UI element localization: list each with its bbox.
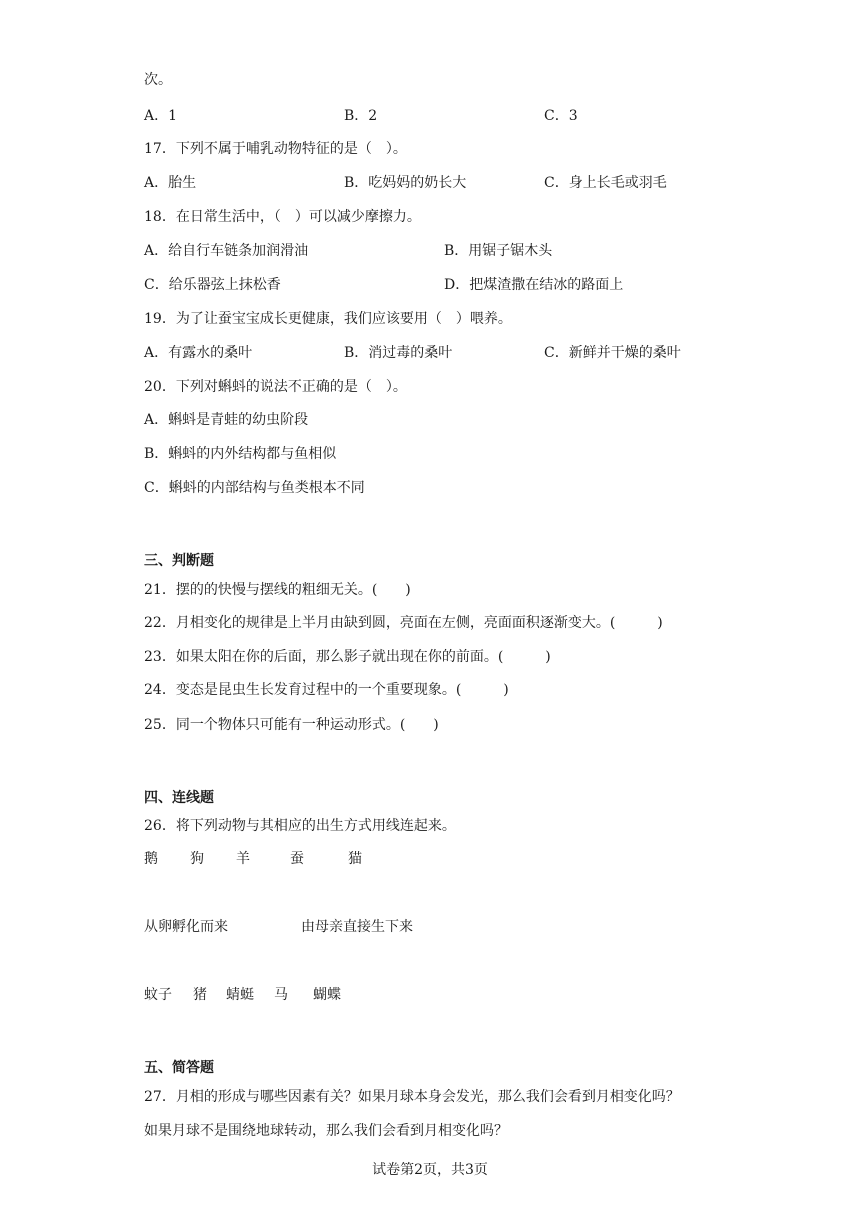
animal-butterfly: 蝴蝶 [313,987,341,1003]
section-4-title: 四、连线题 [144,790,214,806]
birth-method-hatched: 从卵孵化而来 [144,919,228,935]
q20-option-c: C．蝌蚪的内部结构与鱼类根本不同 [144,480,365,496]
question-27-line-1: 27．月相的形成与哪些因素有关？如果月球本身会发光，那么我们会看到月相变化吗？ [144,1089,680,1105]
question-17: 17．下列不属于哺乳动物特征的是（ ）。 [144,141,407,157]
q19-option-a: A．有露水的桑叶 [144,345,253,361]
question-21: 21．摆的的快慢与摆线的粗细无关。( ) [144,582,411,598]
section-3-title: 三、判断题 [144,553,214,569]
q17-option-a: A．胎生 [144,175,197,191]
q17-option-c: C．身上长毛或羽毛 [544,175,667,191]
q18-option-c: C．给乐器弦上抹松香 [144,277,281,293]
animal-silkworm: 蚕 [290,851,304,867]
q20-option-b: B．蝌蚪的内外结构都与鱼相似 [144,446,337,462]
q16-option-b: B．2 [344,108,378,124]
question-27-line-2: 如果月球不是围绕地球转动，那么我们会看到月相变化吗？ [144,1123,508,1139]
animal-mosquito: 蚊子 [144,987,172,1003]
question-25: 25．同一个物体只可能有一种运动形式。( ) [144,717,439,733]
animal-sheep: 羊 [236,851,250,867]
q18-option-b: B．用锯子锯木头 [444,243,553,259]
section-5-title: 五、简答题 [144,1060,214,1076]
question-24: 24．变态是昆虫生长发育过程中的一个重要现象。( ) [144,682,509,698]
q19-option-b: B．消过毒的桑叶 [344,345,453,361]
animal-pig: 猪 [193,987,207,1003]
animal-goose: 鹅 [144,851,158,867]
question-26: 26．将下列动物与其相应的出生方式用线连起来。 [144,818,456,834]
question-18: 18．在日常生活中，（ ）可以减少摩擦力。 [144,209,421,225]
q18-option-d: D．把煤渣撒在结冰的路面上 [444,277,624,293]
q19-option-c: C．新鲜并干燥的桑叶 [544,345,681,361]
question-20: 20．下列对蝌蚪的说法不正确的是（ ）。 [144,379,407,395]
q16-option-a: A．1 [144,108,178,124]
q16-option-c: C．3 [544,108,578,124]
question-23: 23．如果太阳在你的后面，那么影子就出现在你的前面。( ) [144,649,551,665]
animal-dog: 狗 [190,851,204,867]
q20-option-a: A．蝌蚪是青蛙的幼虫阶段 [144,412,309,428]
animal-cat: 猫 [348,851,362,867]
q18-option-a: A．给自行车链条加润滑油 [144,243,309,259]
q17-option-b: B．吃妈妈的奶长大 [344,175,467,191]
birth-method-live-birth: 由母亲直接生下来 [301,919,413,935]
page-footer: 试卷第2页，共3页 [372,1162,488,1178]
question-22: 22．月相变化的规律是上半月由缺到圆，亮面在左侧，亮面面积逐渐变大。( ) [144,615,663,631]
continuation-text: 次。 [144,72,172,88]
question-19: 19．为了让蚕宝宝成长更健康，我们应该要用（ ）喂养。 [144,311,512,327]
animal-dragonfly: 蜻蜓 [226,987,254,1003]
animal-horse: 马 [274,987,288,1003]
